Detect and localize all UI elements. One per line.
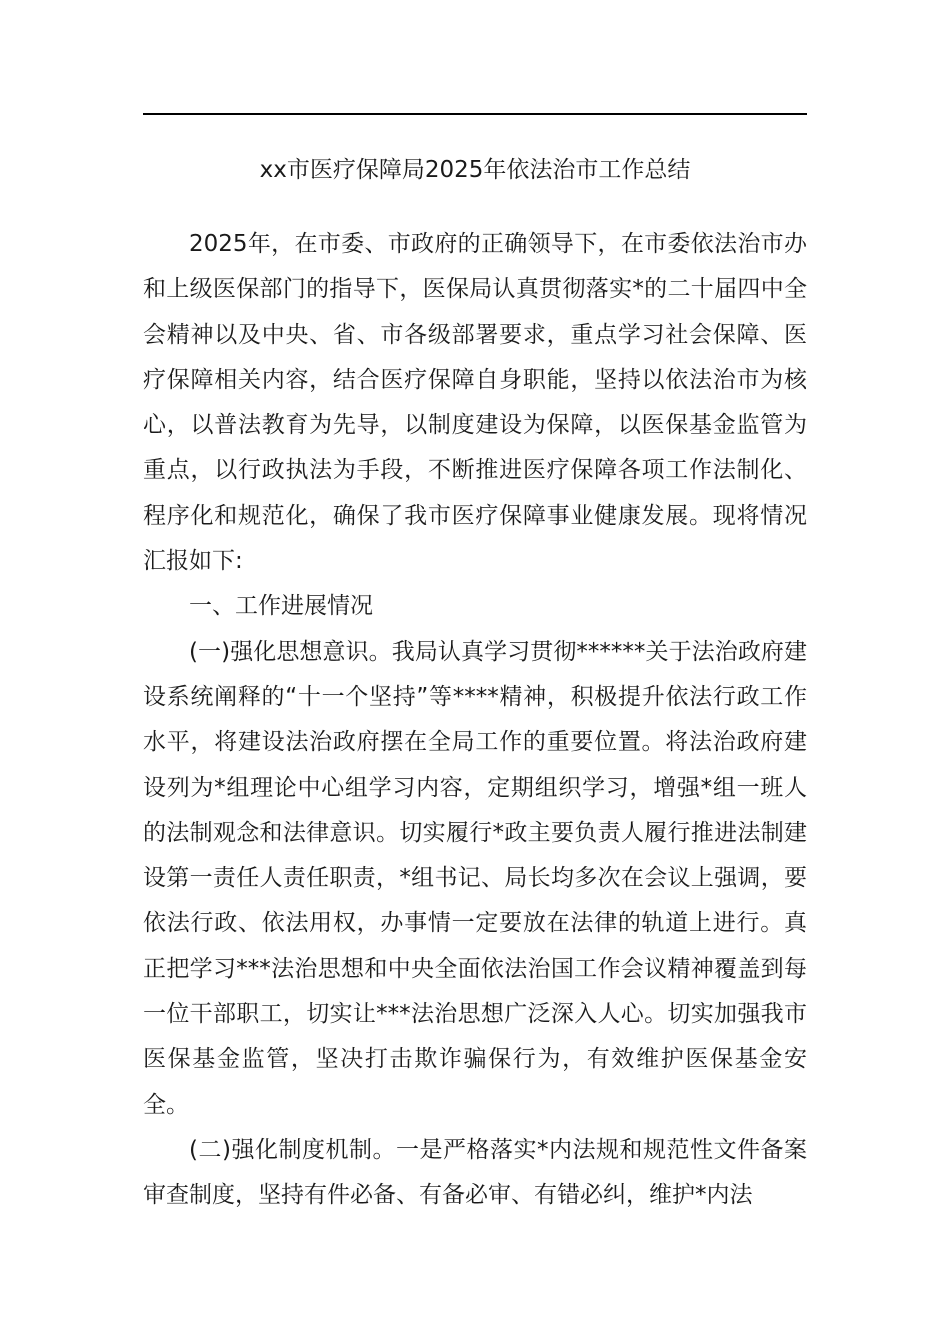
- header-rule: [143, 113, 807, 115]
- document-title: xx市医疗保障局2025年依法治市工作总结: [259, 157, 691, 183]
- document-body: [143, 222, 807, 1219]
- subsection-paragraph-2: (二)强化制度机制。一是严格落实*内法规和规范性文件备案审查制度，坚持有件必备、有备必审、有错必纠，维护*内法: [143, 1136, 807, 1209]
- section-heading: 一、工作进展情况: [189, 593, 373, 620]
- subsection-paragraph-1: (一)强化思想意识。我局认真学习贯彻******关于法治政府建设系统阐释的“十一个坚持”等****精神，积极提升依法行政工作水平，将建设法治政府摆在全局工作的重要位置。将法治政府建设列为*组理论中心组学习内容，定期组织学习，增强*组一班人的法制观念和法律意识。切实履行*政主要负责人履行推进法制建设第一责任人责任职责，*组书记、局长均多次在会议上强调，要依法行政、依法用权，办事情一定要放在法律的轨道上进行。真正把学习***法治思想和中央全面依法治国工作会议精神覆盖到每一位干部职工，切实让***法治思想广泛深入人心。切实加强我市医保基金监管，坚决打击欺诈骗保行为，有效维护医保基金安全。: [143, 638, 807, 1118]
- intro-paragraph: 2025年，在市委、市政府的正确领导下，在市委依法治市办和上级医保部门的指导下，医保局认真贯彻落实*的二十届四中全会精神以及中央、省、市各级部署要求，重点学习社会保障、医疗保障相关内容，结合医疗保障自身职能，坚持以依法治市为核心，以普法教育为先导，以制度建设为保障，以医保基金监管为重点，以行政执法为手段，不断推进医疗保障各项工作法制化、程序化和规范化，确保了我市医疗保障事业健康发展。现将情况汇报如下:: [143, 231, 807, 575]
